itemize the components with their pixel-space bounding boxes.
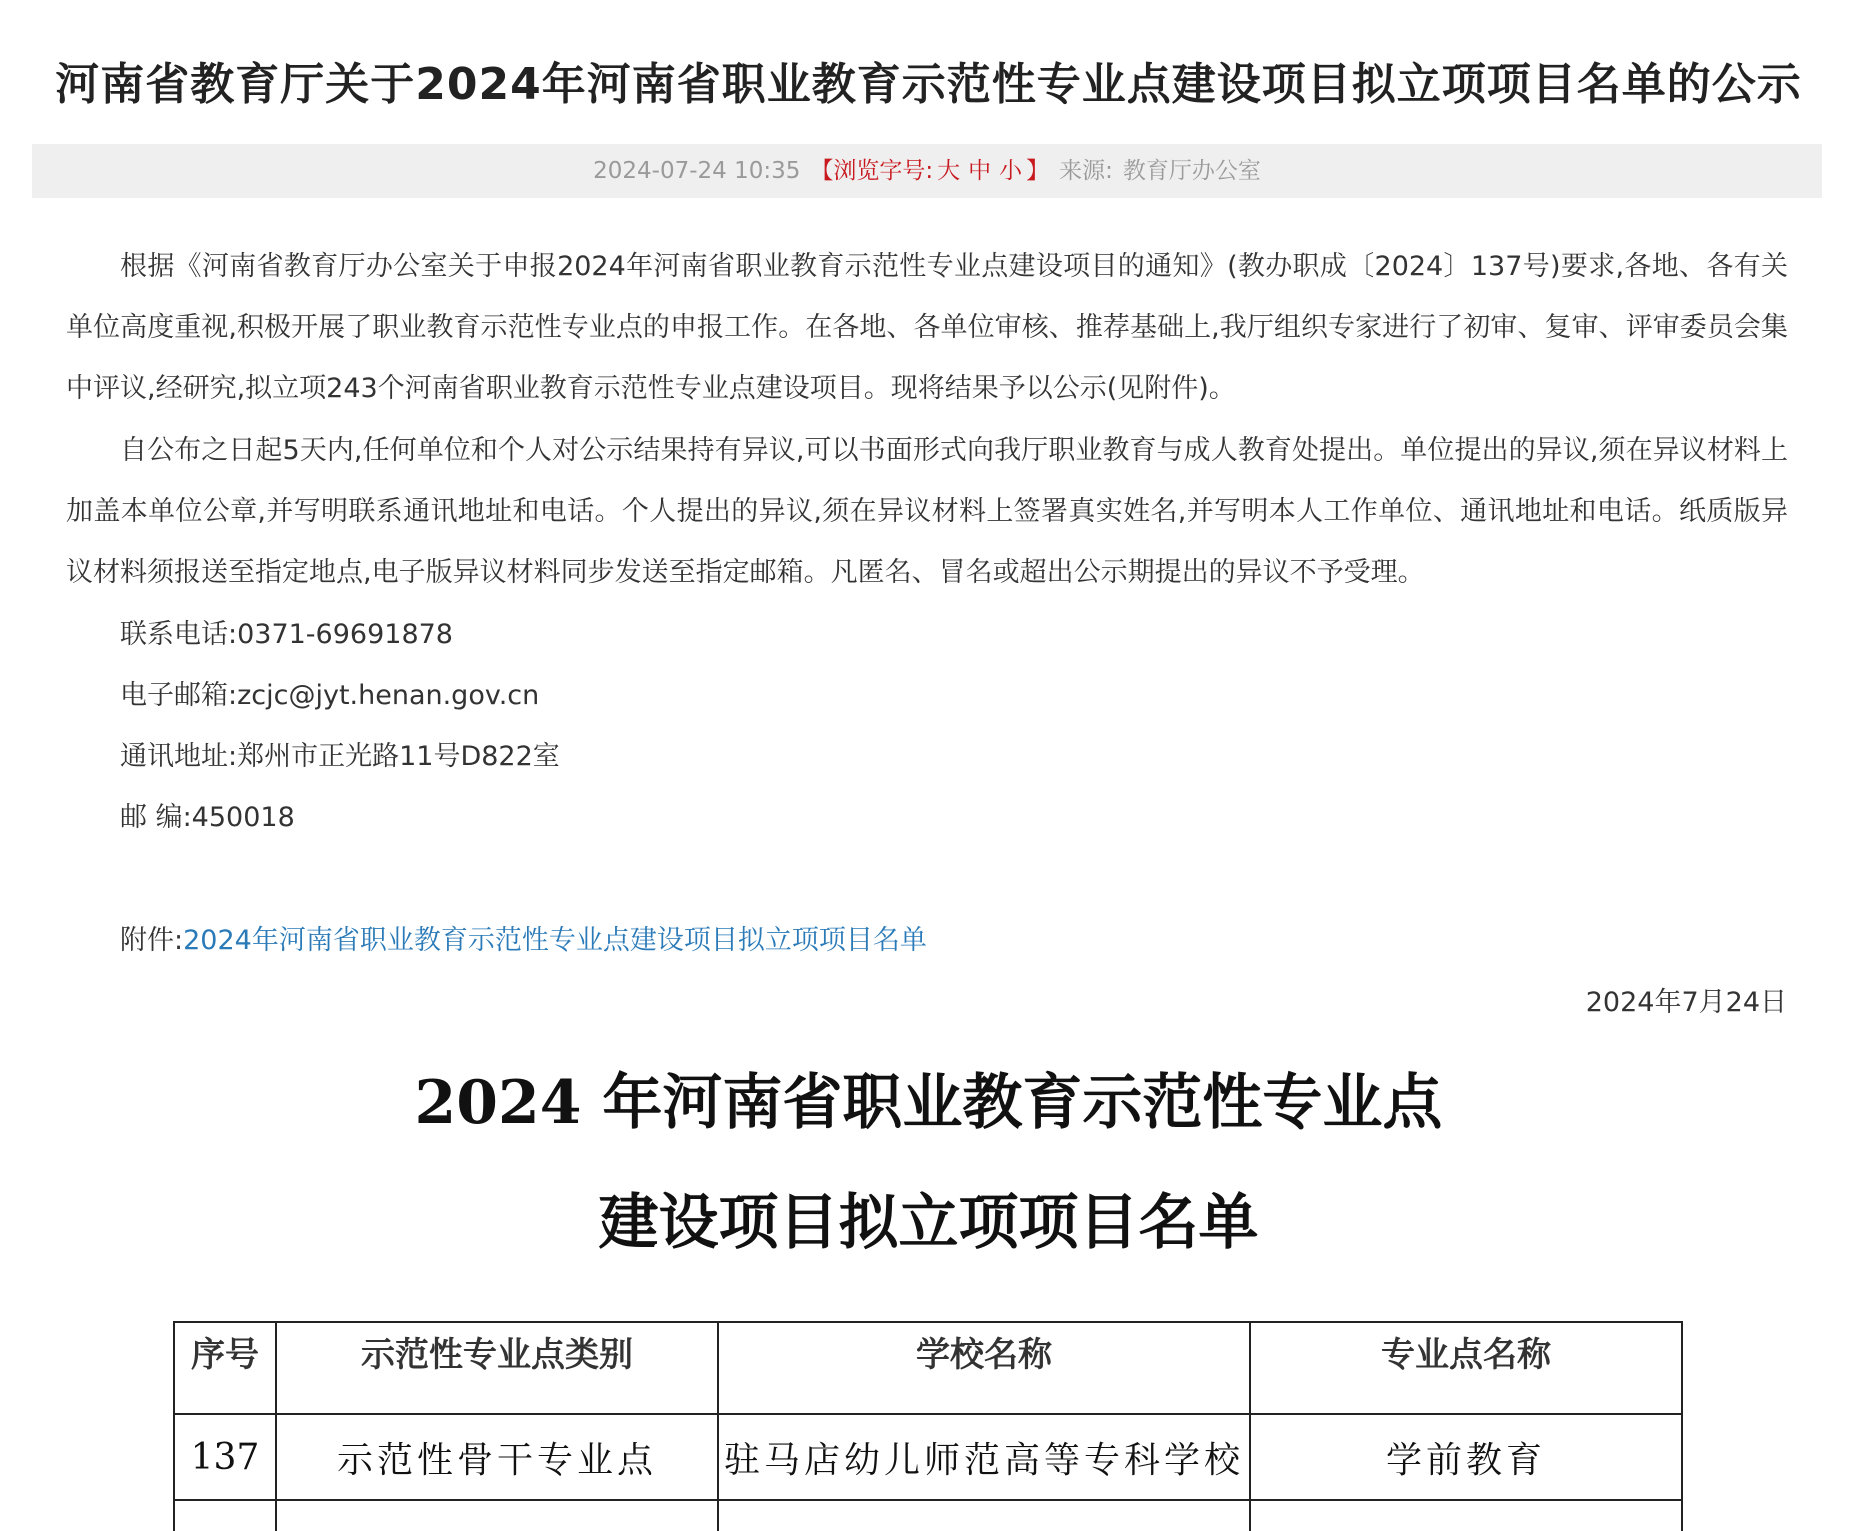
- table-row-partial: [174, 1500, 1682, 1531]
- contact-postcode: 邮 编:450018: [120, 802, 295, 833]
- document-title-line-1: 2024 年河南省职业教育示范性专业点: [414, 1068, 1443, 1138]
- font-size-medium-button[interactable]: 中: [968, 158, 992, 184]
- cell-serial-number: 137: [174, 1414, 276, 1500]
- cell-category: 示范性骨干专业点: [276, 1414, 718, 1500]
- font-size-prefix: 【浏览字号:: [810, 158, 934, 184]
- attachment-label: 附件:: [120, 925, 184, 956]
- article-meta-bar: [32, 144, 1822, 198]
- table-header-row: [174, 1322, 1682, 1414]
- font-size-large-button[interactable]: 大: [937, 158, 961, 184]
- document-title-line-2: 建设项目拟立项项目名单: [598, 1188, 1259, 1258]
- contact-address: 通讯地址:郑州市正光路11号D822室: [120, 741, 560, 772]
- body-paragraph-1: 根据《河南省教育厅办公室关于申报2024年河南省职业教育示范性专业点建设项目的通知》(教办职成〔2024〕137号)要求,各地、各有关单位高度重视,积极开展了职业教育示范性专业点的申报工作。在各地、各单位审核、推荐基础上,我厅组织专家进行了初审、复审、评审委员会集中评议,经研究,拟立项243个河南省职业教育示范性专业点建设项目。现将结果予以公示(见附件)。: [66, 251, 1788, 404]
- attachment-link[interactable]: 2024年河南省职业教育示范性专业点建设项目拟立项项目名单: [183, 925, 927, 956]
- header-category: 示范性专业点类别: [276, 1322, 718, 1414]
- project-list-table: [173, 1321, 1683, 1531]
- contact-phone: 联系电话:0371-69691878: [120, 619, 453, 650]
- article-title: 河南省教育厅关于2024年河南省职业教育示范性专业点建设项目拟立项项目名单的公示: [55, 59, 1802, 110]
- document-section: [0, 1025, 1857, 1498]
- header-school-name: 学校名称: [718, 1322, 1250, 1414]
- source-value: 教育厅办公室: [1122, 158, 1261, 184]
- font-size-suffix: 】: [1026, 158, 1050, 184]
- cell-school-name: 驻马店幼儿师范高等专科学校: [718, 1414, 1250, 1500]
- publish-datetime: 2024-07-24 10:35: [593, 158, 801, 184]
- attachment-row: [120, 918, 927, 957]
- contact-email: 电子邮箱:zcjc@jyt.henan.gov.cn: [120, 680, 540, 711]
- font-size-small-button[interactable]: 小: [999, 158, 1023, 184]
- cell-major-name: 学前教育: [1250, 1414, 1682, 1500]
- header-serial-number: 序号: [174, 1322, 276, 1414]
- table-row: [174, 1414, 1682, 1500]
- header-major-name: 专业点名称: [1250, 1322, 1682, 1414]
- source-label: 来源:: [1059, 158, 1113, 184]
- publish-date-signature: 2024年7月24日: [1585, 987, 1787, 1018]
- body-paragraph-2: 自公布之日起5天内,任何单位和个人对公示结果持有异议,可以书面形式向我厅职业教育与成人教育处提出。单位提出的异议,须在异议材料上加盖本单位公章,并写明联系通讯地址和电话。个人提出的异议,须在异议材料上签署真实姓名,并写明本人工作单位、通讯地址和电话。纸质版异议材料须报送至指定地点,电子版异议材料同步发送至指定邮箱。凡匿名、冒名或超出公示期提出的异议不予受理。: [66, 435, 1788, 588]
